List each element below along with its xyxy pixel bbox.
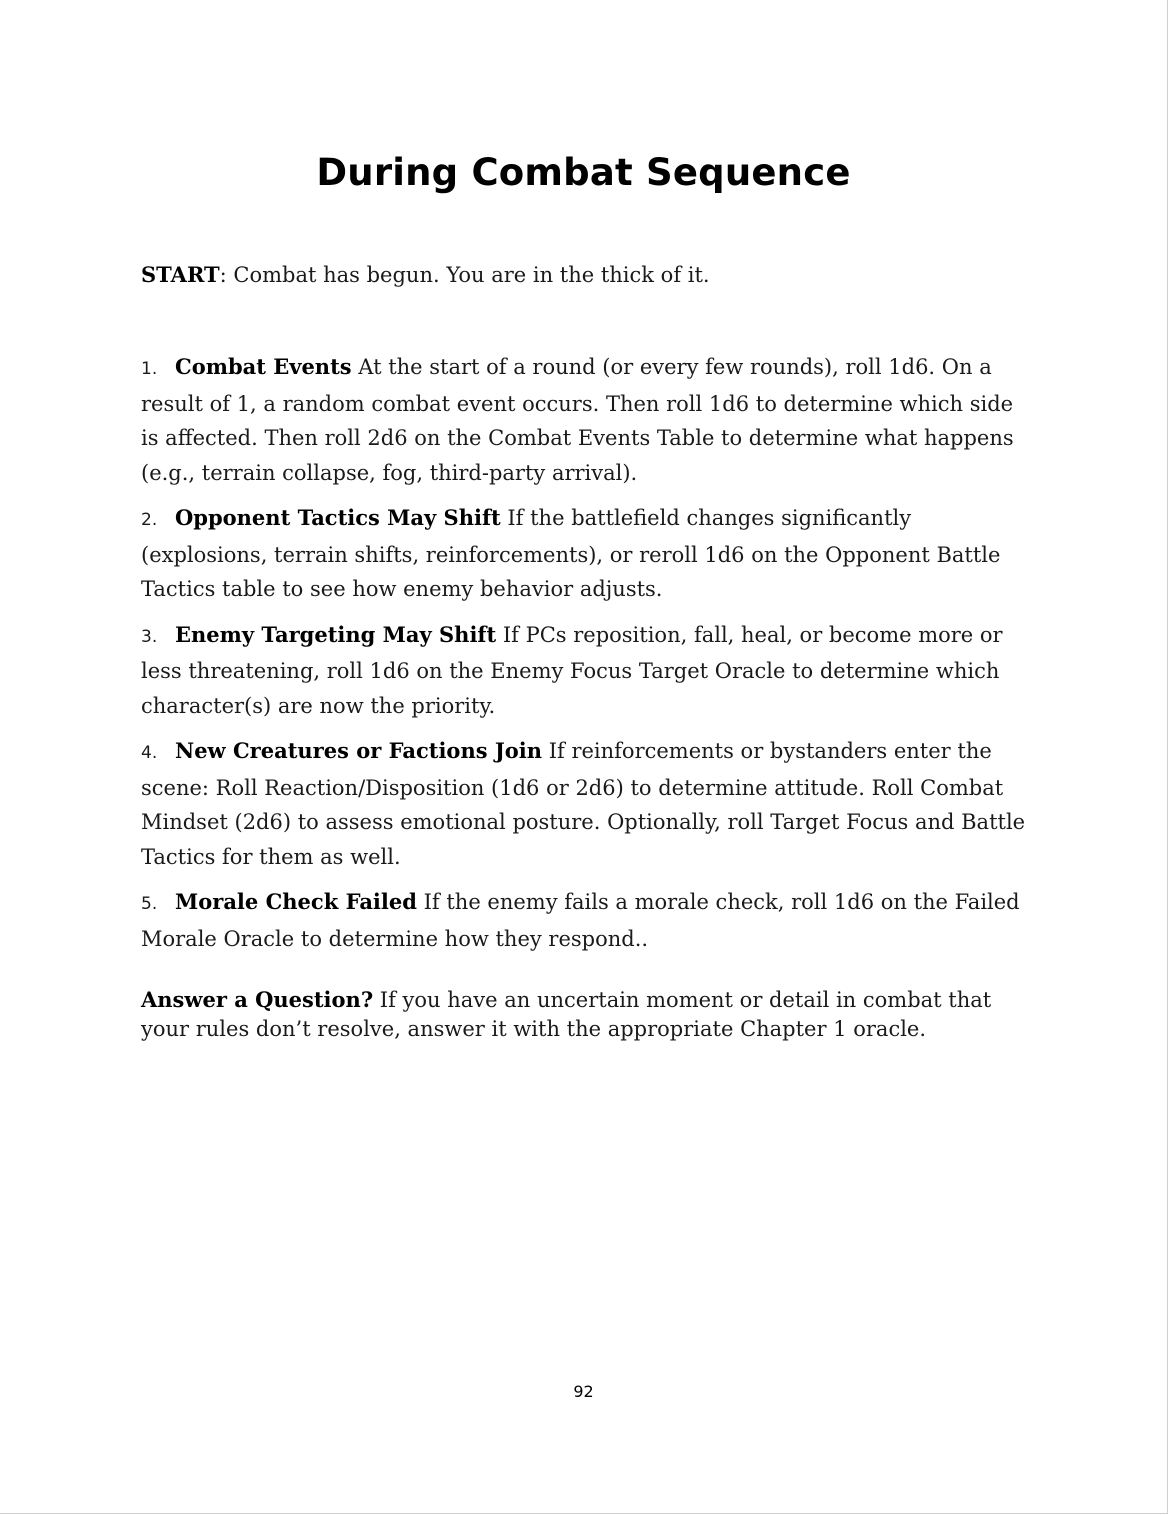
start-text: : Combat has begun. You are in the thick of it.: [219, 263, 710, 287]
step-heading: Morale Check Failed: [175, 889, 417, 914]
step-heading: Opponent Tactics May Shift: [175, 505, 501, 530]
start-paragraph: [141, 258, 1041, 293]
step-heading: Enemy Targeting May Shift: [175, 621, 497, 647]
answer-question-paragraph: [141, 985, 1031, 1044]
step-heading: Combat Events: [175, 354, 352, 379]
list-item: [141, 885, 1026, 956]
question-text: If you have an uncertain moment or detail in combat that your rules don’t resolve, answer it with the appropriate Chapter 1 oracle.: [141, 988, 992, 1041]
step-number: 3.: [141, 626, 158, 647]
list-item: [141, 618, 1026, 724]
step-text: If the enemy fails a morale check, roll 1d6 on the Failed Morale Oracle to determine how they respond..: [141, 890, 1020, 951]
step-number: 5.: [141, 894, 158, 914]
page-number: 92: [573, 1382, 594, 1401]
list-item: [141, 734, 1026, 874]
step-text: If reinforcements or bystanders enter the scene: Roll Reaction/Disposition (1d6 or 2d6) to determine attitude. Roll Combat Mindset (2d6) to assess emotional posture. Optionally, roll Target Focus and Battle Tactics for them as well.: [141, 739, 1026, 869]
start-label: START: [141, 262, 220, 287]
question-label: Answer a Question?: [141, 987, 374, 1012]
list-item: [141, 501, 1026, 607]
step-number: 2.: [141, 510, 158, 530]
step-text: If PCs reposition, fall, heal, or become more or less threatening, roll 1d6 on the Enemy Focus Target Oracle to determine which character(s) are now the priority.: [141, 622, 1003, 718]
step-heading: New Creatures or Factions Join: [175, 738, 543, 763]
step-text: At the start of a round (or every few rounds), roll 1d6. On a result of 1, a random combat event occurs. Then roll 1d6 to determine which side is affected. Then roll 2d6 on the Combat Events Table to determine what happens (e.g., terrain collapse, fog, third-party arrival).: [141, 355, 1014, 485]
step-number: 4.: [141, 743, 158, 763]
page-title: During Combat Sequence: [316, 151, 851, 194]
combat-steps-list: [141, 350, 1026, 967]
list-item: [141, 350, 1026, 490]
step-number: 1.: [141, 359, 158, 379]
step-text: If the battlefield changes significantly (explosions, terrain shifts, reinforcements), or reroll 1d6 on the Opponent Battle Tactics table to see how enemy behavior adjusts.: [141, 506, 1001, 601]
